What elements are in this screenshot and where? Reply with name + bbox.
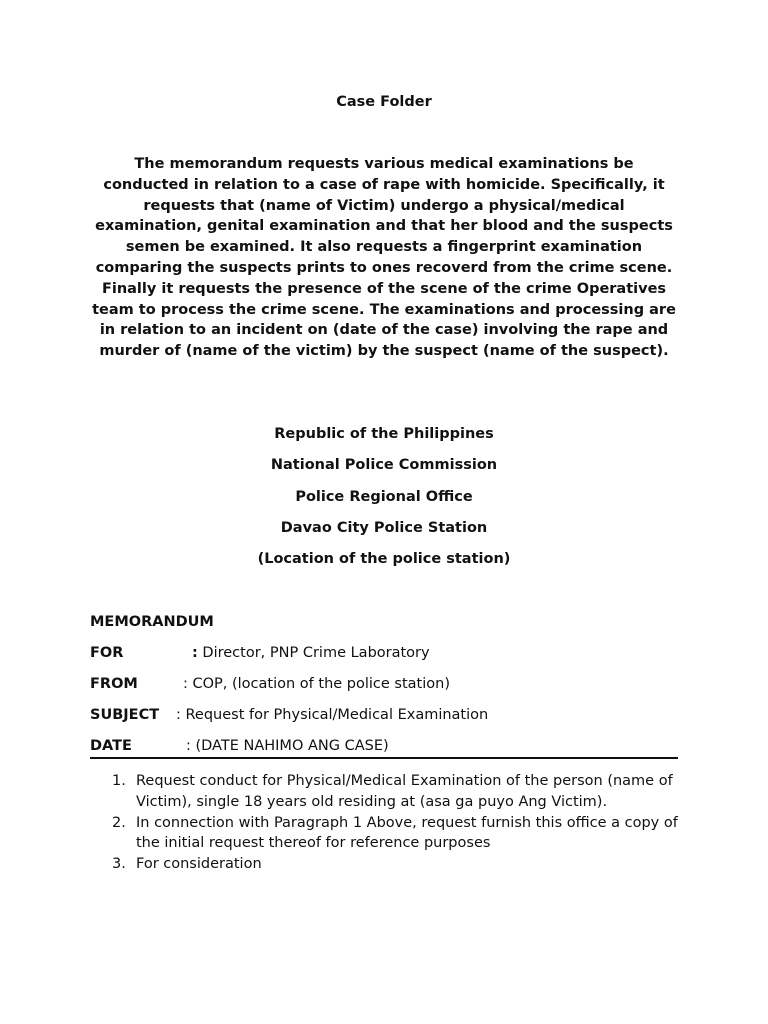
- memo-for-label: FOR: [90, 645, 124, 661]
- memo-date-row: [90, 736, 678, 767]
- list-item: [90, 771, 678, 813]
- horizontal-divider: [90, 757, 678, 759]
- list-item-number: 3.: [112, 856, 126, 873]
- memo-from-row: [90, 674, 678, 705]
- memo-from-value: : COP, (location of the police station): [183, 676, 450, 692]
- memo-for-value: Director, PNP Crime Laboratory: [197, 645, 430, 661]
- document-title: Case Folder: [336, 94, 432, 110]
- summary-paragraph: The memorandum requests various medical examinations be conducted in relation to a case of rape with homicide. Specifically, it requests that (name of Victim) undergo a physical/medical examination, genital examination and that her blood and the suspects semen be examined. It also requests a fingerprint examination comparing the suspects prints to ones recoverd from the crime scene. Finally it requests the presence of the scene of the crime Operatives team to process the crime scene. The examinations and processing are in relation to an incident on (date of the case) involving the rape and murder of (name of the victim) by the suspect (name of the suspect).: [92, 156, 676, 360]
- memo-subject-value: : Request for Physical/Medical Examination: [176, 707, 489, 723]
- memo-subject-label: SUBJECT: [90, 707, 160, 723]
- memo-from-label: FROM: [90, 676, 138, 692]
- list-item-text: Request conduct for Physical/Medical Examination of the person (name of Victim), single 18 years old residing at (asa ga puyo Ang Victim).: [136, 773, 673, 810]
- memo-for-separator: :: [192, 645, 198, 661]
- memo-header: [90, 612, 678, 767]
- memo-date-value: : (DATE NAHIMO ANG CASE): [186, 738, 389, 754]
- memo-heading: MEMORANDUM: [90, 614, 214, 630]
- letterhead-station: Davao City Police Station: [280, 519, 488, 536]
- list-item: [90, 854, 678, 875]
- list-item-number: 1.: [112, 773, 126, 789]
- list-item-text: For consideration: [136, 856, 262, 873]
- list-item: [90, 813, 678, 855]
- letterhead-regional-office: Police Regional Office: [295, 488, 473, 505]
- memo-for-row: [90, 643, 678, 674]
- letterhead-location: (Location of the police station): [257, 551, 511, 568]
- letterhead-republic: Republic of the Philippines: [274, 426, 494, 442]
- memo-subject-row: [90, 705, 678, 736]
- list-item-number: 2.: [112, 814, 126, 831]
- letterhead: [0, 424, 768, 580]
- request-list: [90, 771, 678, 875]
- list-item-text: In connection with Paragraph 1 Above, request furnish this office a copy of the initial request thereof for reference purposes: [136, 814, 678, 852]
- letterhead-commission: National Police Commission: [270, 457, 498, 474]
- memo-date-label: DATE: [90, 738, 132, 754]
